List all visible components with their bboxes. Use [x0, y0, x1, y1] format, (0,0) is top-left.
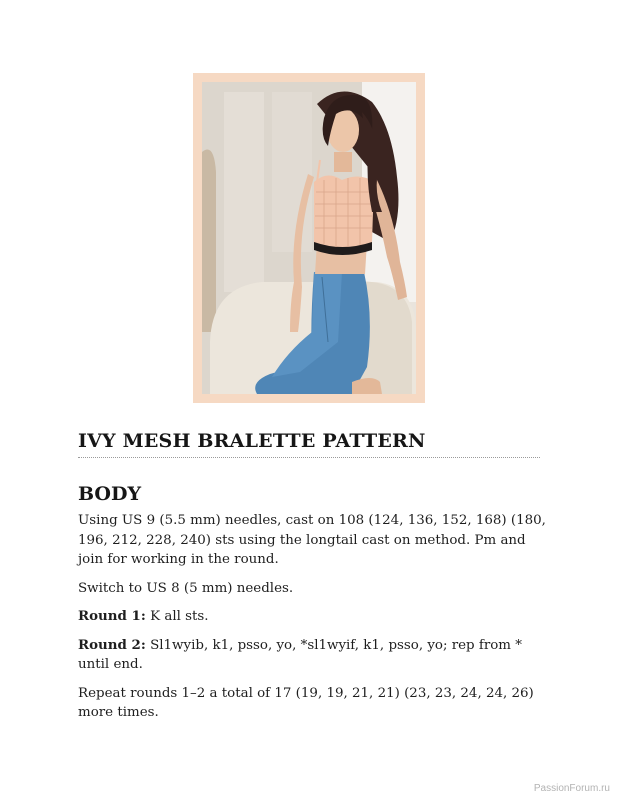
round-label: Round 1:	[78, 608, 146, 624]
model-photo	[202, 82, 416, 394]
pattern-title: IVY MESH BRALETTE PATTERN	[78, 430, 426, 452]
photo-frame	[193, 73, 425, 403]
paragraph-text: Sl1wyib, k1, psso, yo, *sl1wyif, k1, psso, yo; rep from * until end.	[78, 637, 522, 672]
paragraph-round-2	[78, 636, 548, 675]
paragraph-cast-on	[78, 511, 548, 570]
title-divider	[78, 457, 540, 458]
paragraph-repeat	[78, 684, 548, 723]
watermark: PassionForum.ru	[533, 783, 610, 794]
paragraph-text: K all sts.	[145, 609, 209, 624]
paragraph-switch-needles	[78, 579, 548, 599]
instructions	[78, 511, 548, 732]
paragraph-text: Using US 9 (5.5 mm) needles, cast on 108 (124, 136, 152, 168) (180, 196, 212, 228, 240) sts using the longtail cast on method. Pm and join for working in the round.	[78, 513, 546, 567]
section-heading: BODY	[78, 483, 142, 505]
paragraph-text: Switch to US 8 (5 mm) needles.	[78, 580, 294, 596]
paragraph-round-1	[78, 607, 548, 627]
round-label: Round 2:	[78, 636, 146, 653]
paragraph-text: Repeat rounds 1–2 a total of 17 (19, 19, 21, 21) (23, 23, 24, 24, 26) more times.	[78, 685, 534, 720]
